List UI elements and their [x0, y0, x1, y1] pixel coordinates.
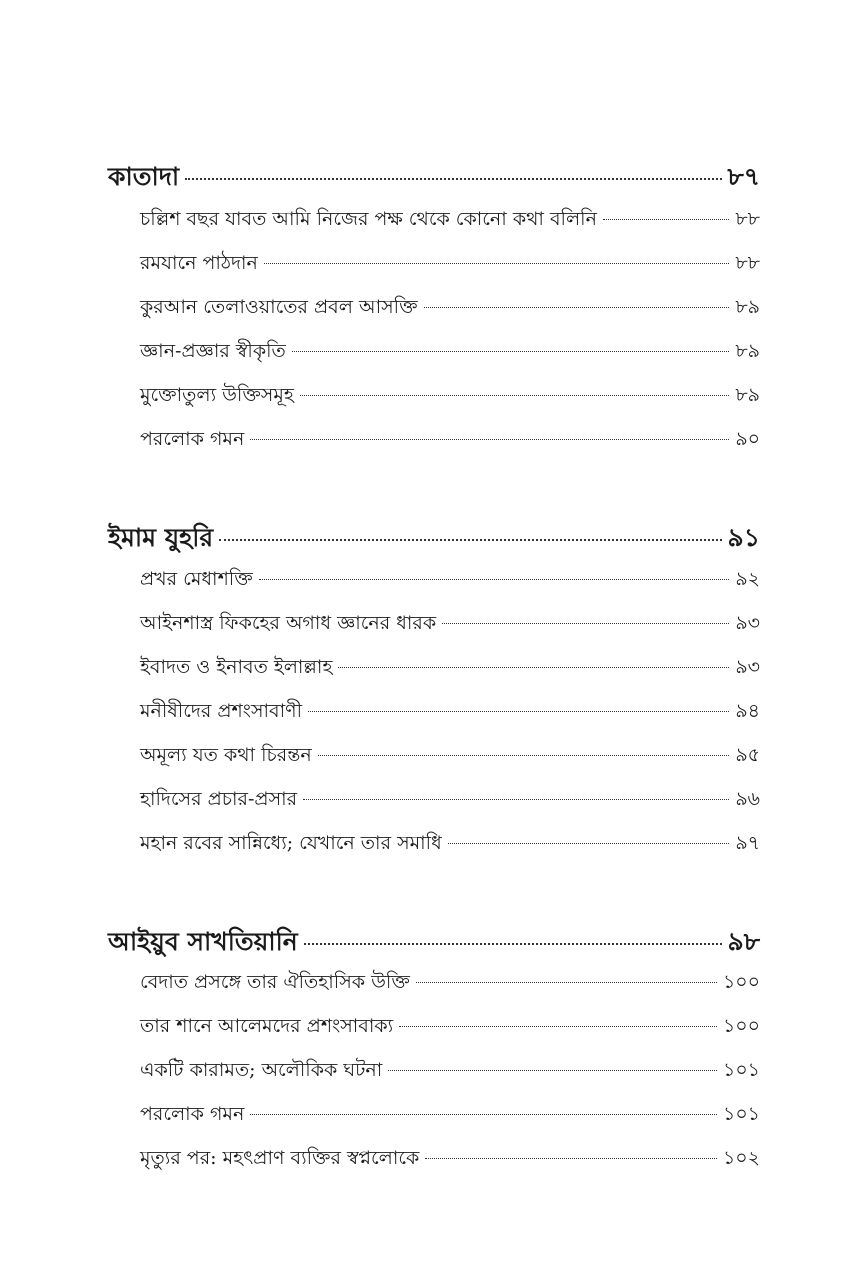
dot-leader	[308, 711, 729, 712]
toc-item[interactable]	[140, 205, 760, 237]
toc-item-label: মুক্তোতুল্য উক্তিসমূহ	[140, 384, 294, 406]
toc-item[interactable]	[140, 653, 760, 685]
toc-item-page: ৯৩	[735, 656, 760, 678]
toc-item[interactable]	[140, 293, 760, 325]
toc-item-label: তার শানে আলেমদের প্রশংসাবাক্য	[140, 1015, 394, 1037]
toc-item-page: ৮৮	[735, 208, 760, 230]
toc-heading-title: আইয়ুব সাখতিয়ানি	[108, 927, 298, 956]
toc-item[interactable]	[140, 249, 760, 281]
toc-item-label: একটি কারামত; অলৌকিক ঘটনা	[140, 1059, 383, 1081]
toc-item-label: আইনশাস্ত্র ফিকহের অগাধ জ্ঞানের ধারক	[140, 612, 437, 634]
dot-leader	[250, 439, 729, 440]
toc-item-page: ৮৮	[735, 252, 760, 274]
toc-item-label: মনীষীদের প্রশংসাবাণী	[140, 700, 303, 722]
dot-leader	[425, 1158, 717, 1159]
toc-item-label: মৃত্যুর পর: মহৎপ্রাণ ব্যক্তির স্বপ্নলোকে	[140, 1147, 420, 1169]
toc-item[interactable]	[140, 741, 760, 773]
dot-leader	[250, 1114, 717, 1115]
dot-leader	[416, 982, 717, 983]
toc-item[interactable]	[140, 968, 760, 1000]
toc-item-page: ৯৭	[735, 832, 760, 854]
toc-heading[interactable]	[108, 922, 760, 965]
dot-leader	[304, 943, 722, 945]
dot-leader	[219, 539, 721, 541]
toc-heading[interactable]	[108, 518, 760, 561]
toc-heading-title: ইমাম যুহরি	[108, 523, 214, 552]
toc-item-page: ৯৪	[735, 700, 760, 722]
dot-leader	[448, 843, 730, 844]
toc-item-label: জ্ঞান-প্রজ্ঞার স্বীকৃতি	[140, 340, 286, 362]
toc-item[interactable]	[140, 337, 760, 369]
dot-leader	[264, 263, 729, 264]
toc-item-page: ১০১	[722, 1103, 760, 1125]
toc-item-label: মহান রবের সান্নিধ্যে; যেখানে তার সমাধি	[140, 832, 442, 854]
dot-leader	[292, 351, 730, 352]
toc-item-page: ৮৯	[735, 384, 760, 406]
toc-item-label: ইবাদত ও ইনাবত ইলাল্লাহ	[140, 656, 333, 678]
toc-item-page: ১০২	[722, 1147, 760, 1169]
toc-item[interactable]	[140, 1012, 760, 1044]
toc-heading[interactable]	[108, 157, 760, 200]
toc-heading-page: ৯১	[727, 523, 760, 552]
toc-item[interactable]	[140, 609, 760, 641]
toc-item[interactable]	[140, 697, 760, 729]
dot-leader	[424, 307, 730, 308]
dot-leader	[338, 667, 729, 668]
dot-leader	[300, 395, 729, 396]
toc-item-label: রমযানে পাঠদান	[140, 252, 258, 274]
toc-item-page: ৯৬	[735, 788, 760, 810]
toc-item-label: পরলোক গমন	[140, 1103, 245, 1125]
toc-item-page: ১০১	[722, 1059, 760, 1081]
dot-leader	[185, 178, 721, 180]
toc-item-label: হাদিসের প্রচার-প্রসার	[140, 788, 298, 810]
dot-leader	[259, 579, 730, 580]
toc-item-page: ৯৫	[735, 744, 760, 766]
toc-item-page: ৮৯	[735, 340, 760, 362]
toc-item[interactable]	[140, 1100, 760, 1132]
toc-item[interactable]	[140, 785, 760, 817]
toc-item-page: ৯০	[735, 428, 760, 450]
dot-leader	[442, 623, 729, 624]
toc-item-page: ৯৩	[735, 612, 760, 634]
toc-item[interactable]	[140, 381, 760, 413]
toc-item-page: ৯২	[735, 568, 760, 590]
toc-item-page: ১০০	[722, 971, 760, 993]
dot-leader	[303, 799, 729, 800]
toc-item-label: প্রখর মেধাশক্তি	[140, 568, 253, 590]
toc-item[interactable]	[140, 1056, 760, 1088]
toc-heading-title: কাতাদা	[108, 162, 180, 191]
toc-item-label: অমূল্য যত কথা চিরন্তন	[140, 744, 312, 766]
toc-item-label: কুরআন তেলাওয়াতের প্রবল আসক্তি	[140, 296, 418, 318]
toc-item-label: পরলোক গমন	[140, 428, 245, 450]
toc-item[interactable]	[140, 829, 760, 861]
dot-leader	[603, 219, 729, 220]
toc-item-page: ৮৯	[735, 296, 760, 318]
toc-item-label: বেদাত প্রসঙ্গে তার ঐতিহাসিক উক্তি	[140, 971, 410, 993]
toc-heading-page: ৮৭	[727, 162, 760, 191]
dot-leader	[399, 1026, 717, 1027]
toc-item-label: চল্লিশ বছর যাবত আমি নিজের পক্ষ থেকে কোনো কথা বলিনি	[140, 208, 597, 230]
toc-item-page: ১০০	[722, 1015, 760, 1037]
toc-item[interactable]	[140, 425, 760, 457]
toc-item[interactable]	[140, 1144, 760, 1176]
dot-leader	[388, 1070, 717, 1071]
toc-heading-page: ৯৮	[727, 927, 760, 956]
dot-leader	[318, 755, 730, 756]
toc-item[interactable]	[140, 565, 760, 597]
